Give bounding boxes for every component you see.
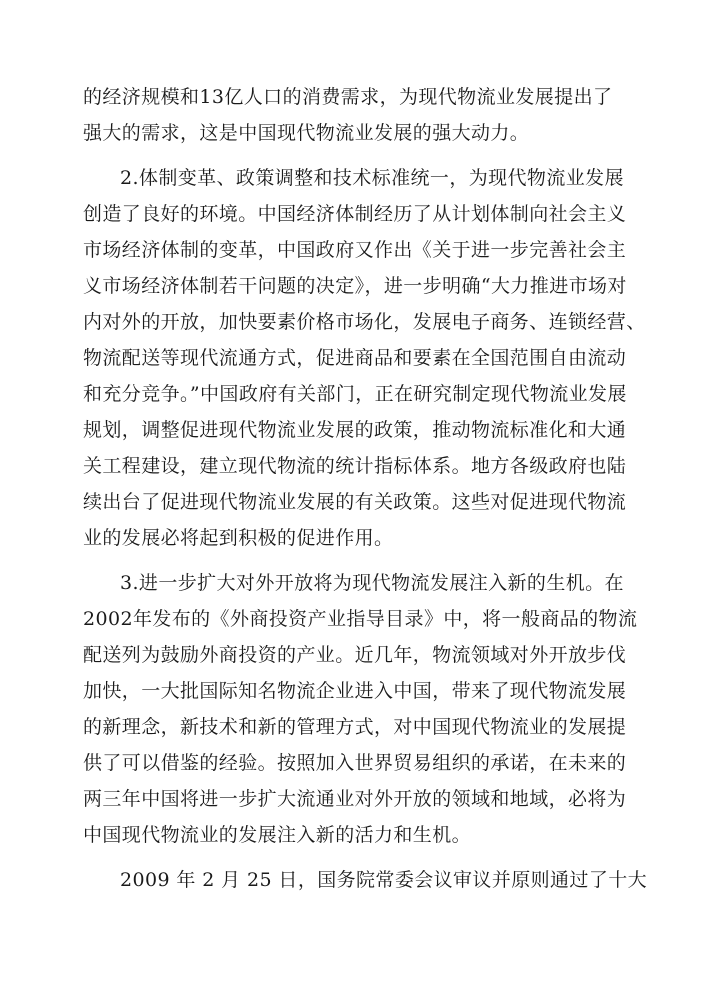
text-line: 2009 年 2 月 25 日，国务院常委会议审议并原则通过了十大 — [120, 869, 648, 891]
text-line: 物流配送等现代流通方式，促进商品和要素在全国范围自由流动 — [83, 347, 627, 369]
text-line: 关工程建设，建立现代物流的统计指标体系。地方各级政府也陆 — [83, 455, 627, 477]
text-line: 加快，一大批国际知名物流企业进入中国，带来了现代物流发展 — [83, 680, 627, 702]
text-line: 2002年发布的《外商投资产业指导目录》中，将一般商品的物流 — [83, 608, 638, 630]
text-line: 强大的需求，这是中国现代物流业发展的强大动力。 — [83, 122, 530, 144]
text-line: 和充分竞争。”中国政府有关部门，正在研究制定现代物流业发展 — [83, 383, 627, 405]
text-line: 3.进一步扩大对外开放将为现代物流发展注入新的生机。在 — [120, 572, 624, 594]
text-line: 续出台了促进现代物流业发展的有关政策。这些对促进现代物流 — [83, 491, 627, 513]
text-line: 规划，调整促进现代物流业发展的政策，推动物流标准化和大通 — [83, 419, 627, 441]
text-line: 义市场经济体制若干问题的决定》，进一步明确“大力推进市场对 — [83, 275, 627, 297]
text-line: 内对外的开放，加快要素价格市场化，发展电子商务、连锁经营、 — [83, 311, 646, 333]
text-line: 供了可以借鉴的经验。按照加入世界贸易组织的承诺，在未来的 — [83, 752, 627, 774]
text-line: 中国现代物流业的发展注入新的活力和生机。 — [83, 824, 472, 846]
text-line: 创造了良好的环境。中国经济体制经历了从计划体制向社会主义 — [83, 203, 627, 225]
text-line: 2.体制变革、政策调整和技术标准统一，为现代物流业发展 — [120, 167, 624, 189]
text-line: 配送列为鼓励外商投资的产业。近几年，物流领域对外开放步伐 — [83, 644, 627, 666]
text-line: 两三年中国将进一步扩大流通业对外开放的领域和地域，必将为 — [83, 788, 627, 810]
text-line: 的新理念，新技术和新的管理方式，对中国现代物流业的发展提 — [83, 716, 627, 738]
text-line: 业的发展必将起到积极的促进作用。 — [83, 527, 394, 549]
text-line: 的经济规模和13亿人口的消费需求，为现代物流业发展提出了 — [83, 86, 613, 108]
text-line: 市场经济体制的变革，中国政府又作出《关于进一步完善社会主 — [83, 239, 627, 261]
